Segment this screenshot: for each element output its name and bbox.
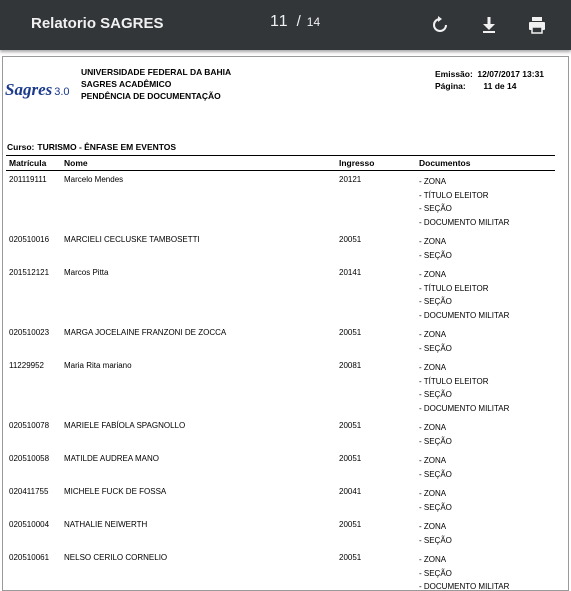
page-label: Página: [435, 81, 466, 91]
table-row [6, 520, 555, 553]
table-row [6, 454, 555, 487]
course-value: TURISMO - ÊNFASE EM EVENTOS [37, 142, 177, 152]
document-item: - SEÇÃO [419, 250, 452, 260]
documentos-cell [419, 235, 452, 262]
report-title: PENDÊNCIA DE DOCUMENTAÇÃO [81, 91, 221, 101]
ingresso-cell: 20051 [339, 553, 362, 562]
matricula-cell: 020411755 [9, 487, 49, 496]
ingresso-cell: 20051 [339, 421, 362, 430]
page-value: 11 de 14 [483, 81, 517, 91]
table-row [6, 553, 555, 591]
document-item: - ZONA [419, 177, 447, 186]
matricula-cell: 201512121 [9, 268, 50, 277]
document-item: - SEÇÃO [419, 535, 452, 545]
documentos-cell [419, 454, 452, 481]
report-page [2, 56, 569, 591]
documentos-cell [419, 328, 452, 355]
column-header-documentos: Documentos [419, 158, 471, 168]
print-button[interactable] [526, 14, 548, 36]
ingresso-cell: 20051 [339, 235, 362, 244]
nome-cell: NATHALIE NEIWERTH [64, 520, 148, 529]
documentos-cell [419, 175, 509, 229]
matricula-cell: 201119111 [9, 175, 47, 184]
documentos-cell [419, 421, 452, 448]
document-item: - ZONA [419, 489, 447, 498]
ingresso-cell: 20141 [339, 268, 362, 277]
total-pages: 14 [306, 15, 321, 29]
system-name: SAGRES ACADÊMICO [81, 79, 172, 89]
ingresso-cell: 20041 [339, 487, 362, 496]
download-icon [478, 14, 500, 36]
page-separator: / [296, 13, 301, 30]
matricula-cell: 020510023 [9, 328, 50, 337]
nome-cell: MATILDE AUDREA MANO [64, 454, 159, 463]
ingresso-cell: 20051 [339, 328, 362, 337]
logo-version: 3.0 [54, 86, 70, 98]
document-item: - SEÇÃO [419, 436, 452, 446]
matricula-cell: 020510004 [9, 520, 50, 529]
matricula-cell: 020510016 [9, 235, 50, 244]
download-button[interactable] [478, 14, 500, 36]
document-item: - ZONA [419, 363, 447, 372]
nome-cell: Marcelo Mendes [64, 175, 124, 184]
nome-cell: Maria Rita mariano [64, 361, 132, 370]
page-indicator [270, 13, 320, 31]
table-body [6, 175, 555, 591]
documentos-cell [419, 268, 509, 322]
table-row [6, 268, 555, 328]
document-title: Relatorio SAGRES [31, 15, 164, 32]
table-row [6, 175, 555, 235]
nome-cell: Marcos Pitta [64, 268, 109, 277]
column-header-matricula: Matrícula [9, 158, 47, 168]
emission-value: 12/07/2017 13:31 [477, 69, 545, 79]
document-item: - DOCUMENTO MILITAR [419, 217, 510, 227]
nome-cell: MICHELE FUCK DE FOSSA [64, 487, 167, 496]
document-item: - DOCUMENTO MILITAR [419, 403, 510, 413]
document-item: - DOCUMENTO MILITAR [419, 310, 510, 320]
document-item: - SEÇÃO [419, 343, 452, 353]
matricula-cell: 020510078 [9, 421, 50, 430]
matricula-cell: 11229952 [9, 361, 44, 370]
ingresso-cell: 20121 [339, 175, 362, 184]
matricula-cell: 020510061 [9, 553, 50, 562]
course-line [7, 142, 176, 152]
document-item: - SEÇÃO [419, 469, 452, 479]
table-row [6, 328, 555, 361]
document-item: - SEÇÃO [419, 390, 452, 399]
column-header-nome: Nome [64, 158, 88, 168]
report-header [81, 66, 231, 102]
print-icon [526, 14, 548, 36]
nome-cell: NELSO CERILO CORNELIO [64, 553, 168, 562]
document-item: - DOCUMENTO MILITAR [419, 582, 510, 591]
document-item: - SEÇÃO [419, 297, 452, 306]
document-item: - ZONA [419, 423, 447, 432]
document-item: - ZONA [419, 237, 447, 246]
rotate-button[interactable] [429, 14, 451, 36]
emission-label: Emissão: [435, 69, 473, 79]
pdf-toolbar [0, 0, 571, 50]
document-item: - TÍTULO ELEITOR [419, 190, 489, 200]
ingresso-cell: 20051 [339, 520, 362, 529]
document-item: - TÍTULO ELEITOR [419, 376, 489, 386]
column-header-ingresso: Ingresso [339, 158, 375, 168]
institution-name: UNIVERSIDADE FEDERAL DA BAHIA [81, 67, 232, 77]
course-label: Curso: [7, 142, 35, 152]
nome-cell: MARCIELI CECLUSKE TAMBOSETTI [64, 235, 200, 244]
document-item: - ZONA [419, 330, 447, 339]
rotate-icon [429, 14, 451, 36]
table-row [6, 235, 555, 268]
documentos-cell [419, 487, 452, 514]
sagres-logo [5, 80, 70, 100]
documentos-cell [419, 361, 509, 415]
documentos-cell [419, 553, 509, 591]
document-item: - ZONA [419, 456, 447, 465]
document-item: - ZONA [419, 555, 447, 564]
nome-cell: MARGA JOCELAINE FRANZONI DE ZOCCA [64, 328, 227, 337]
nome-cell: MARIELE FABÍOLA SPAGNOLLO [64, 421, 186, 430]
table-row [6, 361, 555, 421]
ingresso-cell: 20051 [339, 454, 362, 463]
table-row [6, 487, 555, 520]
document-item: - SEÇÃO [419, 568, 452, 578]
current-page-number[interactable]: 11 [270, 13, 289, 30]
matricula-cell: 020510058 [9, 454, 50, 463]
table-header [6, 155, 555, 171]
document-item: - ZONA [419, 522, 447, 531]
report-meta [435, 68, 544, 92]
document-item: - TÍTULO ELEITOR [419, 283, 489, 293]
document-item: - SEÇÃO [419, 502, 452, 512]
logo-word: Sagres [5, 80, 53, 99]
document-item: - SEÇÃO [419, 204, 452, 213]
table-row [6, 421, 555, 454]
documentos-cell [419, 520, 452, 547]
document-item: - ZONA [419, 270, 447, 279]
ingresso-cell: 20081 [339, 361, 362, 370]
